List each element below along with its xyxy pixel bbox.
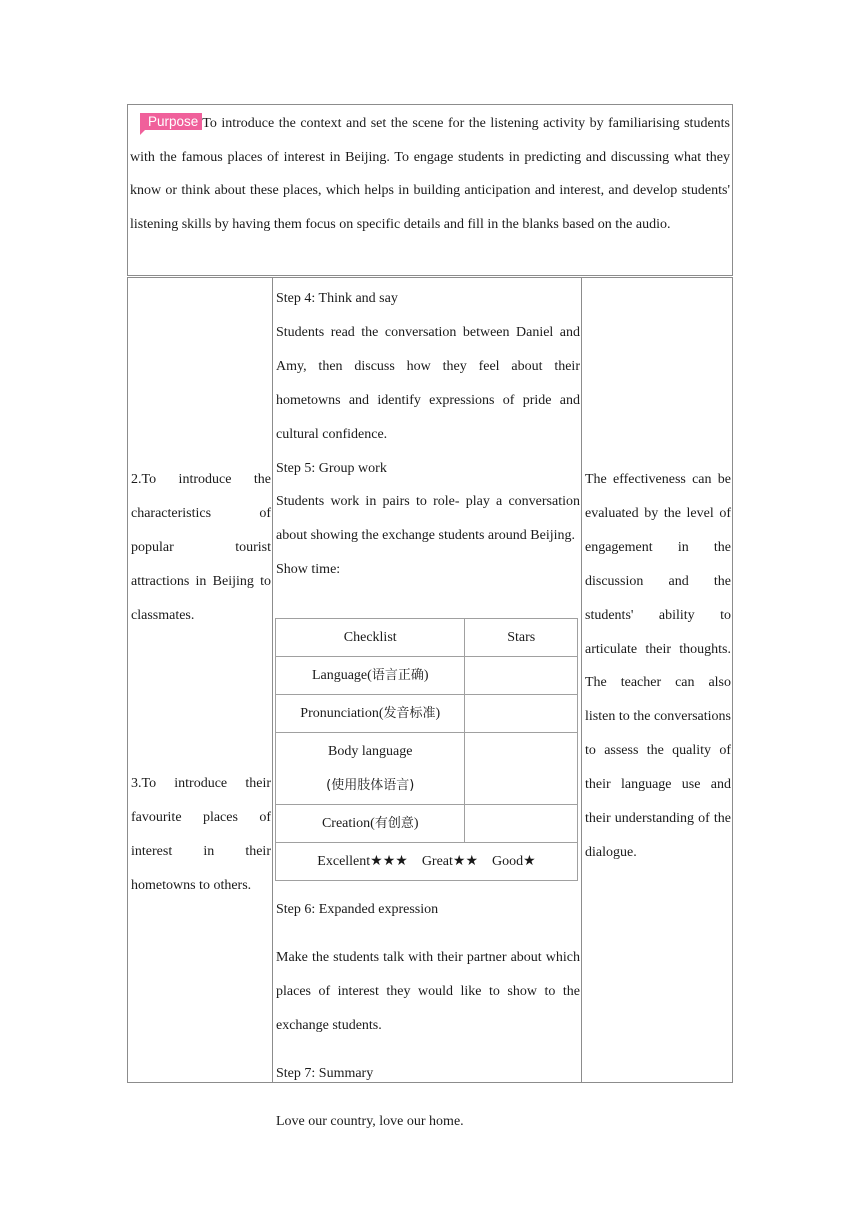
show-time-label: Show time:: [276, 562, 341, 578]
objective-3: 3.To introduce their favourite places of interest in their hometowns to others.: [131, 776, 271, 893]
checklist-item-language: Language(语言正确): [276, 657, 465, 695]
purpose-text: To introduce the context and set the scene for the listening activity by familiarising students with the famous places of interest in Beijing. To engage students in predicting and discussing what they know or think about these places, which helps in building anticipation and interest, and develop students' listening skills by having them focus on specific details and fill in the blanks based on the audio.: [130, 116, 730, 233]
stars-cell: [465, 733, 578, 805]
checklist-table: [275, 618, 578, 881]
lesson-table: [127, 277, 733, 1129]
purpose-section: [127, 104, 733, 276]
rating-good: Good★: [492, 853, 536, 869]
rating-excellent: Excellent★★★: [317, 853, 408, 869]
step6-title: Step 6: Expanded expression: [276, 902, 439, 917]
steps-column-lower: [276, 879, 580, 1152]
step6-body: Make the students talk with their partner about which places of interest they would like to show to the exchange students.: [276, 949, 580, 1033]
checklist-item-body-language: Body language (使用肢体语言): [276, 733, 465, 805]
checklist-row: [276, 733, 578, 805]
step5-body: Students work in pairs to role- play a conversation about showing the exchange students around Beijing.: [276, 494, 580, 544]
checklist-row: [276, 695, 578, 733]
step7-title: Step 7: Summary: [276, 1065, 374, 1081]
column-divider: [581, 278, 582, 1082]
column-divider: [272, 278, 273, 1082]
checklist-item-creation: Creation(有创意): [276, 805, 465, 843]
step7-body: Love our country, love our home.: [276, 1113, 464, 1129]
checklist-row: [276, 805, 578, 843]
rating-legend: [276, 843, 578, 881]
rating-row: [276, 843, 578, 881]
purpose-tag: Purpose: [140, 113, 202, 130]
checklist-header-row: [276, 619, 578, 657]
stars-cell: [465, 805, 578, 843]
checklist-row: [276, 657, 578, 695]
checklist-header: Checklist: [276, 619, 465, 657]
evaluation-text: The effectiveness can be evaluated by the level of engagement in the discussion and the students' ability to articulate their thoughts. The teacher can also listen to the conversations to assess the quality of their language use and their understanding of the dialogue.: [585, 472, 731, 860]
step4-title: Step 4: Think and say: [276, 291, 398, 306]
step5-title: Step 5: Group work: [276, 460, 387, 476]
evaluation-column: [585, 463, 731, 870]
step4-body: Students read the conversation between Daniel and Amy, then discuss how they feel about their hometowns and identify expressions of pride and cultural confidence.: [276, 324, 580, 442]
steps-column: [276, 282, 580, 587]
stars-cell: [465, 695, 578, 733]
stars-header: Stars: [465, 619, 578, 657]
objective-2: 2.To introduce the characteristics of popular tourist attractions in Beijing to classmates.: [131, 472, 271, 623]
rating-great: Great★★: [421, 853, 479, 869]
stars-cell: [465, 657, 578, 695]
checklist-item-pronunciation: Pronunciation(发音标准): [276, 695, 465, 733]
